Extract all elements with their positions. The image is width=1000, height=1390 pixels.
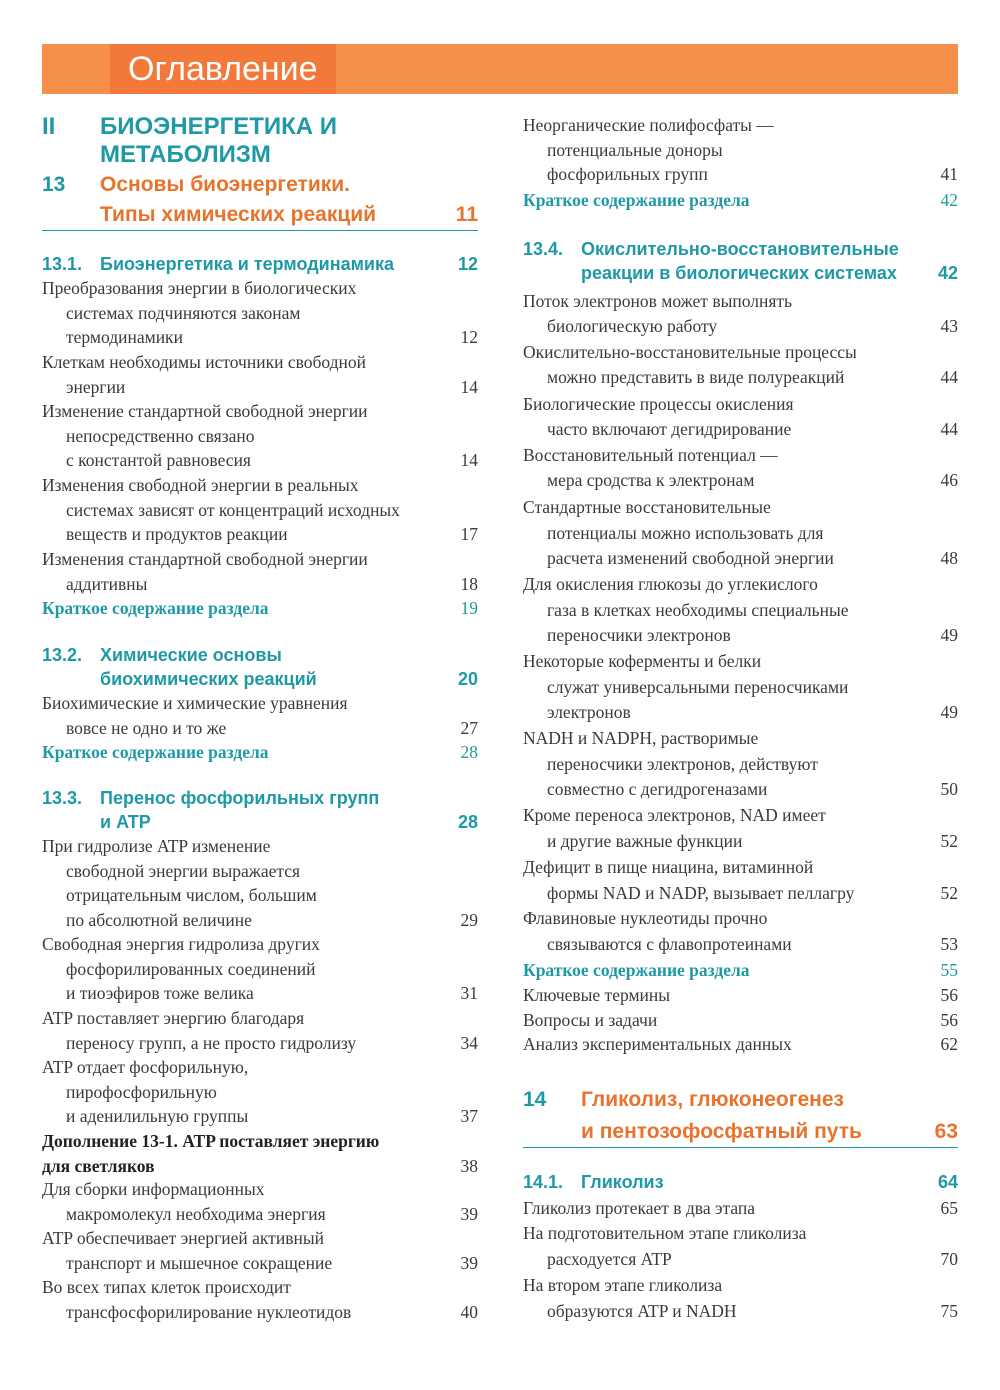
entry-page: 14: [460, 376, 478, 397]
summary-label: Краткое содержание раздела: [523, 190, 750, 210]
header-banner: [42, 44, 958, 94]
toc-entry[interactable]: [523, 726, 958, 802]
entry-page: 44: [940, 367, 958, 387]
toc-entry[interactable]: [523, 113, 958, 187]
section-number: 13.1.: [42, 254, 83, 274]
chapter-number: 13: [42, 173, 66, 196]
toc-entry[interactable]: [42, 691, 478, 740]
entry-text: совместно с дегидрогеназами: [547, 779, 768, 799]
chapter-title: Основы биоэнергетики.: [100, 173, 351, 196]
toc-entry[interactable]: [523, 392, 958, 441]
box-text: для светляков: [42, 1155, 155, 1176]
entry-text: непосредственно связано: [66, 425, 255, 446]
entry-text: Неорганические полифосфаты —: [523, 115, 774, 135]
entry-text: Окислительно-восстановительные процессы: [523, 342, 857, 362]
page-title: Оглавление: [110, 44, 336, 94]
summary-page: 42: [940, 190, 958, 210]
toc-entry[interactable]: [523, 572, 958, 648]
toc-entry[interactable]: [42, 547, 478, 596]
entry-text: электронов: [547, 702, 631, 722]
chapter-number: 14: [523, 1088, 547, 1111]
entry-text: Анализ экспериментальных данных: [523, 1034, 792, 1054]
entry-page: 40: [460, 1301, 478, 1322]
entry-page: 53: [940, 933, 958, 954]
toc-entry[interactable]: [523, 855, 958, 905]
toc-entry[interactable]: [42, 350, 478, 399]
entry-text: аддитивны: [66, 573, 148, 594]
entry-text: потенциальные доноры: [547, 139, 723, 160]
entry-text: Дефицит в пище ниацина, витаминной: [523, 857, 814, 877]
toc-entry[interactable]: [42, 834, 478, 932]
entry-page: 56: [940, 1010, 958, 1030]
summary-label: Краткое содержание раздела: [42, 742, 269, 762]
entry-text: Вопросы и задачи: [523, 1010, 658, 1030]
entry-text: системах зависят от концентраций исходных: [66, 499, 400, 520]
entry-page: 49: [940, 702, 958, 722]
entry-page: 17: [460, 524, 478, 544]
summary-label: Краткое содержание раздела: [523, 960, 750, 980]
part-title: БИОЭНЕРГЕТИКА И МЕТАБОЛИЗМ: [100, 113, 338, 168]
entry-text: можно представить в виде полуреакций: [547, 367, 845, 387]
entry-text: Изменения стандартной свободной энергии: [42, 549, 368, 569]
summary-label: Краткое содержание раздела: [42, 598, 269, 618]
chapter-title: Гликолиз, глюконеогенез: [581, 1088, 844, 1111]
toc-entry[interactable]: [523, 803, 958, 853]
section-number: 13.4.: [523, 239, 564, 259]
toc-entry[interactable]: [523, 1008, 958, 1033]
entry-page: 43: [940, 316, 958, 336]
section-number: 13.3.: [42, 788, 83, 808]
entry-page: 50: [940, 779, 958, 799]
entry-text: Ключевые термины: [523, 985, 671, 1005]
section-title: Окислительно-восстановительные: [581, 239, 899, 259]
entry-text: макромолекул необходима энергия: [66, 1203, 326, 1224]
entry-text: свободной энергии выражается: [66, 860, 301, 881]
entry-page: 39: [460, 1203, 478, 1224]
section-summary[interactable]: [523, 958, 958, 983]
toc-entry[interactable]: [523, 340, 958, 389]
entry-text: ATP обеспечивает энергией активный: [42, 1228, 324, 1248]
section-summary[interactable]: [42, 740, 478, 765]
entry-page: 52: [940, 882, 958, 903]
toc-entry[interactable]: [42, 1177, 478, 1226]
entry-text: Во всех типах клеток происходит: [42, 1277, 291, 1297]
entry-text: системах подчиняются законам: [66, 302, 301, 323]
toc-entry[interactable]: [523, 1221, 958, 1271]
entry-page: 44: [940, 419, 958, 439]
summary-page: 28: [460, 742, 478, 762]
toc-entry[interactable]: [523, 1273, 958, 1323]
entry-text: по абсолютной величине: [66, 909, 252, 930]
entry-text: Гликолиз протекает в два этапа: [523, 1198, 756, 1218]
section-page: 42: [937, 263, 958, 283]
entry-text: Свободная энергия гидролиза других: [42, 934, 320, 954]
entry-text: Для сборки информационных: [42, 1179, 265, 1199]
entry-text: Флавиновые нуклеотиды прочно: [523, 908, 768, 928]
section-number: 13.2.: [42, 645, 83, 665]
toc-entry[interactable]: [42, 399, 478, 473]
toc-entry[interactable]: [42, 932, 478, 1006]
entry-page: 31: [460, 983, 478, 1003]
entry-text: Поток электронов может выполнять: [523, 291, 793, 311]
box-entry[interactable]: [42, 1129, 478, 1178]
entry-text: Некоторые коферменты и белки: [523, 651, 762, 671]
entry-text: переносу групп, а не просто гидролизу: [66, 1032, 357, 1053]
toc-entry[interactable]: [42, 473, 478, 547]
section-title: Биоэнергетика и термодинамика: [100, 254, 395, 274]
entry-text: потенциалы можно использовать для: [547, 522, 824, 543]
section-page: 64: [937, 1172, 958, 1192]
entry-page: 52: [940, 830, 958, 851]
entry-text: и аденилильную группы: [66, 1106, 249, 1126]
entry-text: NADH и NADPH, растворимые: [523, 728, 759, 748]
entry-text: расходуется ATP: [547, 1248, 672, 1269]
entry-text: На подготовительном этапе гликолиза: [523, 1223, 807, 1243]
toc-entry[interactable]: [523, 495, 958, 571]
toc-entry[interactable]: [523, 1196, 958, 1221]
section-13-2[interactable]: [42, 643, 478, 691]
chapter-14[interactable]: [523, 1085, 958, 1148]
entry-text: Восстановительный потенциал —: [523, 445, 778, 465]
entry-page: 48: [940, 548, 958, 568]
section-14-1[interactable]: [523, 1170, 958, 1194]
entry-text: и тиоэфиров тоже велика: [66, 983, 254, 1003]
entry-text: образуются ATP и NADH: [547, 1300, 737, 1321]
entry-page: 65: [940, 1198, 958, 1218]
section-page: 28: [457, 812, 478, 832]
section-title: Перенос фосфорильных групп: [100, 788, 380, 808]
entry-page: 37: [460, 1106, 478, 1126]
section-page: 20: [457, 669, 478, 689]
entry-page: 39: [460, 1252, 478, 1273]
section-summary[interactable]: [523, 188, 958, 213]
entry-text: часто включают дегидрирование: [547, 419, 792, 439]
section-13-4[interactable]: [523, 237, 958, 285]
entry-text: Для окисления глюкозы до углекислого: [523, 574, 818, 594]
entry-page: 18: [460, 573, 478, 594]
entry-text: расчета изменений свободной энергии: [547, 548, 834, 568]
entry-text: Биологические процессы окисления: [523, 394, 794, 414]
chapter-title: Типы химических реакций: [100, 203, 377, 226]
section-title: Химические основы: [100, 645, 282, 665]
toc-entry[interactable]: [523, 649, 958, 725]
toc-entry[interactable]: [42, 276, 478, 350]
toc-entry[interactable]: [523, 289, 958, 338]
section-title: биохимических реакций: [100, 669, 317, 689]
toc-entry[interactable]: [523, 1032, 958, 1057]
entry-text: энергии: [66, 376, 126, 397]
entry-text: веществ и продуктов реакции: [66, 524, 288, 544]
entry-text: Биохимические и химические уравнения: [42, 693, 348, 713]
entry-page: 27: [460, 717, 478, 738]
entry-text: газа в клетках необходимы специальные: [547, 599, 849, 620]
entry-page: 62: [940, 1034, 958, 1054]
entry-text: фосфорилированных соединений: [66, 958, 316, 979]
entry-text: с константой равновесия: [66, 450, 251, 470]
entry-text: мера сродства к электронам: [547, 470, 755, 490]
section-13-1[interactable]: [42, 252, 478, 276]
summary-page: 19: [460, 598, 478, 618]
chapter-13[interactable]: [42, 170, 478, 231]
entry-text: переносчики электронов: [547, 625, 731, 645]
entry-text: связываются с флавопротеинами: [547, 933, 792, 954]
entry-text: Преобразования энергии в биологических: [42, 278, 357, 298]
section-page: 12: [457, 254, 478, 274]
entry-text: На втором этапе гликолиза: [523, 1275, 723, 1295]
toc-entry[interactable]: [42, 1055, 478, 1129]
entry-text: Кроме переноса электронов, NAD имеет: [523, 805, 826, 825]
entry-text: ATP поставляет энергию благодаря: [42, 1008, 305, 1028]
toc-entry[interactable]: [42, 1226, 478, 1275]
section-title: Гликолиз: [581, 1172, 664, 1192]
chapter-title: и пентозофосфатный путь: [581, 1120, 862, 1143]
entry-text: Изменение стандартной свободной энергии: [42, 401, 368, 421]
entry-page: 41: [940, 164, 958, 184]
entry-text: биологическую работу: [547, 316, 718, 336]
part-heading: [42, 113, 478, 168]
entry-text: отрицательным числом, большим: [66, 885, 317, 905]
section-title: реакции в биологических системах: [581, 263, 897, 283]
entry-text: транспорт и мышечное сокращение: [66, 1252, 333, 1273]
entry-page: 75: [940, 1300, 958, 1321]
entry-text: трансфосфорилирование нуклеотидов: [66, 1301, 352, 1322]
entry-page: 56: [940, 985, 958, 1005]
toc-entry[interactable]: [523, 443, 958, 492]
entry-text: фосфорильных групп: [547, 164, 708, 184]
section-13-3[interactable]: [42, 786, 478, 834]
entry-text: служат универсальными переносчиками: [547, 676, 849, 697]
toc-entry[interactable]: [42, 1275, 478, 1324]
section-summary[interactable]: [42, 596, 478, 621]
chapter-page: 63: [934, 1120, 958, 1143]
entry-page: 34: [460, 1032, 478, 1053]
entry-text: При гидролизе ATP изменение: [42, 836, 271, 856]
section-title: и ATP: [100, 812, 151, 832]
section-number: 14.1.: [523, 1172, 564, 1192]
entry-text: Клеткам необходимы источники свободной: [42, 352, 367, 372]
chapter-page: 11: [455, 203, 478, 226]
box-text: Дополнение 13-1. ATP поставляет энергию: [42, 1131, 380, 1151]
entry-text: переносчики электронов, действуют: [547, 753, 818, 774]
toc-entry[interactable]: [523, 906, 958, 956]
entry-page: 14: [460, 450, 478, 470]
entry-page: 46: [940, 470, 958, 490]
entry-text: Изменения свободной энергии в реальных: [42, 475, 359, 495]
entry-page: 29: [460, 909, 478, 930]
entry-page: 49: [940, 625, 958, 645]
entry-text: ATP отдает фосфорильную,: [42, 1057, 249, 1077]
summary-page: 55: [940, 960, 958, 980]
entry-text: пирофосфорильную: [66, 1081, 217, 1102]
entry-text: вовсе не одно и то же: [66, 717, 227, 738]
box-page: 38: [460, 1155, 478, 1176]
entry-text: и другие важные функции: [547, 830, 743, 851]
toc-entry[interactable]: [42, 1006, 478, 1055]
entry-text: формы NAD и NADP, вызывает пеллагру: [547, 882, 855, 903]
entry-text: Стандартные восстановительные: [523, 497, 771, 517]
entry-page: 70: [940, 1248, 958, 1269]
toc-entry[interactable]: [523, 983, 958, 1008]
part-number: II: [42, 113, 56, 140]
entry-page: 12: [460, 327, 478, 347]
entry-text: термодинамики: [66, 327, 183, 347]
